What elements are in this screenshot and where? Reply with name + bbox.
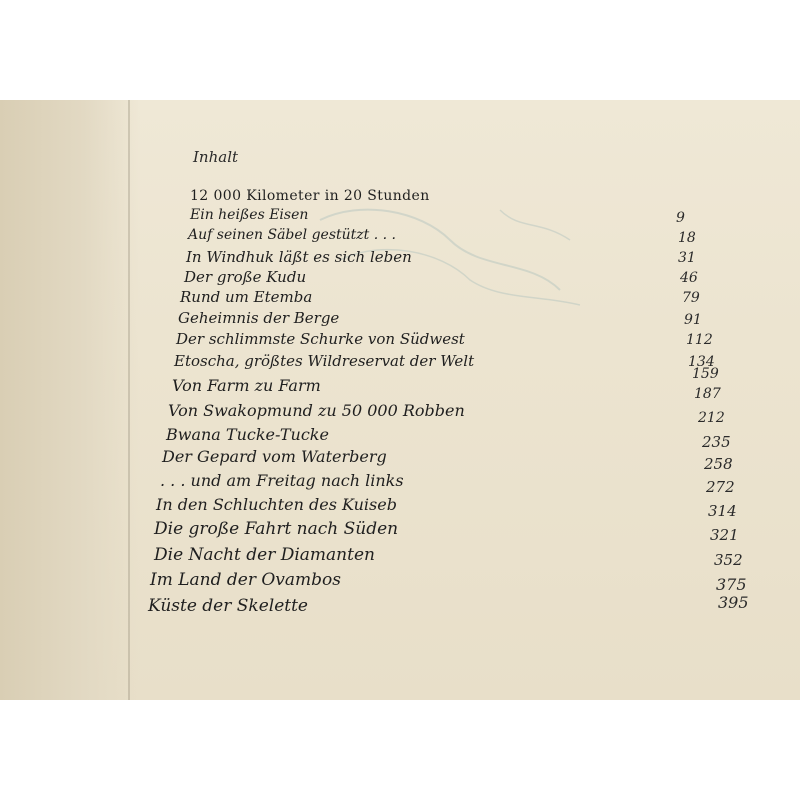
toc-entry-page: 314 (708, 502, 737, 520)
toc-entry-page: 395 (718, 593, 749, 612)
toc-entry-page: 272 (706, 478, 735, 496)
toc-entry-page: 187 (694, 386, 721, 402)
toc-entry-page: 352 (714, 551, 743, 569)
toc-entry-page: 79 (682, 290, 700, 306)
toc-entry-title: . . . und am Freitag nach links (160, 471, 404, 490)
toc-entry-page: 235 (702, 433, 731, 451)
toc-entry-page: 258 (704, 455, 733, 473)
toc-entry-page: 159 (692, 366, 719, 382)
toc-entry-title: Der schlimmste Schurke von Südwest (176, 330, 465, 348)
toc-entry-title: Ein heißes Eisen (190, 207, 309, 223)
toc-entry-title: Geheimnis der Berge (178, 309, 340, 327)
toc-entry-title: Von Swakopmund zu 50 000 Robben (168, 401, 465, 420)
toc-entry-title: Von Farm zu Farm (172, 376, 321, 395)
toc-entry-title: Die große Fahrt nach Süden (154, 519, 399, 539)
toc-entry-title: In den Schluchten des Kuiseb (156, 495, 397, 514)
toc-entry-title: Im Land der Ovambos (150, 570, 342, 590)
toc-entry-page: 375 (716, 575, 747, 594)
toc-entry-page: 91 (684, 312, 702, 328)
toc-entry-title: Etoscha, größtes Wildreservat der Welt (174, 352, 475, 370)
toc-entry-page: 46 (680, 270, 698, 286)
toc-heading: Inhalt (193, 148, 239, 166)
toc-entry-page: 18 (678, 230, 696, 246)
toc-entry-title: Rund um Etemba (180, 288, 313, 306)
toc-entry-title: In Windhuk läßt es sich leben (186, 248, 412, 266)
toc-entry-title: Der Gepard vom Waterberg (162, 447, 387, 466)
toc-entry-page: 112 (686, 332, 713, 348)
toc-entry-page: 134 (688, 354, 715, 370)
toc-entry-title: Küste der Skelette (148, 596, 308, 616)
toc-entry-page: 321 (710, 526, 739, 544)
toc-entry-page: 9 (676, 210, 685, 226)
toc-entry-title: Auf seinen Säbel gestützt . . . (188, 227, 396, 243)
toc-entry-page: 212 (698, 410, 725, 426)
toc-entry-title: Die Nacht der Diamanten (154, 545, 375, 565)
toc-entry-title: 12 000 Kilometer in 20 Stunden (190, 188, 430, 204)
toc-entry-page: 31 (678, 250, 696, 266)
toc-entry-title: Bwana Tucke-Tucke (166, 425, 329, 444)
toc-entry-title: Der große Kudu (184, 268, 307, 286)
